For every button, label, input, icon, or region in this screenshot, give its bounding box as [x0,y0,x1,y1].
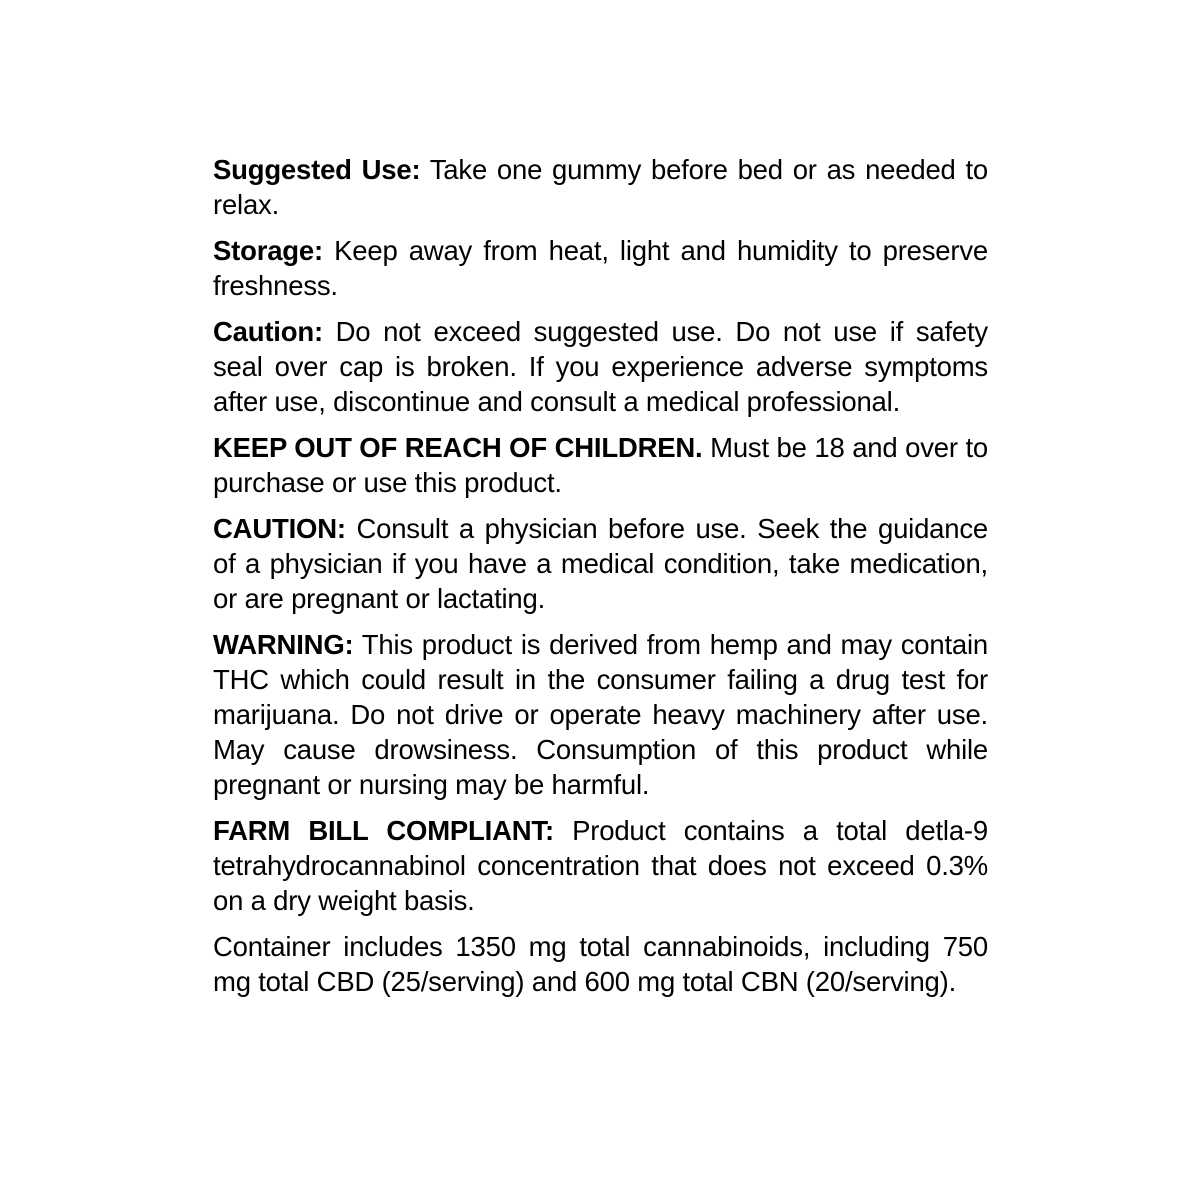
paragraph-caution-body: Do not exceed suggested use. Do not use if safety seal over cap is broken. If you experience adverse symptoms after use, discontinue and consult a medical professional. [213,316,988,417]
paragraph-suggested-use [213,152,988,222]
paragraph-farm-bill-compliant [213,813,988,918]
paragraph-caution-physician-lead: CAUTION: [213,513,346,544]
paragraph-container-contents [213,929,988,999]
paragraph-farm-bill-compliant-lead: FARM BILL COMPLIANT: [213,815,554,846]
paragraph-caution-physician-body: Consult a physician before use. Seek the guidance of a physician if you have a medical condition, take medication, or are pregnant or lactating. [213,513,988,614]
paragraph-warning [213,627,988,802]
paragraph-storage-lead: Storage: [213,235,323,266]
paragraph-caution-physician [213,511,988,616]
paragraph-keep-out-of-reach [213,430,988,500]
paragraph-suggested-use-lead: Suggested Use: [213,154,421,185]
paragraph-farm-bill-compliant-body: Product contains a total detla-9 tetrahydrocannabinol concentration that does not exceed 0.3% on a dry weight basis. [213,815,988,916]
paragraph-container-contents-body: Container includes 1350 mg total cannabinoids, including 750 mg total CBD (25/serving) and 600 mg total CBN (20/serving). [213,931,988,997]
paragraph-keep-out-of-reach-lead: KEEP OUT OF REACH OF CHILDREN. [213,432,703,463]
paragraph-storage [213,233,988,303]
paragraph-warning-lead: WARNING: [213,629,354,660]
paragraph-warning-body: This product is derived from hemp and may contain THC which could result in the consumer failing a drug test for marijuana. Do not drive or operate heavy machinery after use. May cause drowsiness. Consumption of this product while pregnant or nursing may be harmful. [213,629,988,800]
paragraph-caution [213,314,988,419]
paragraph-storage-body: Keep away from heat, light and humidity to preserve freshness. [213,235,988,301]
paragraph-caution-lead: Caution: [213,316,323,347]
product-label-text-block [213,152,988,1010]
paragraph-keep-out-of-reach-body: Must be 18 and over to purchase or use this product. [213,432,988,498]
paragraph-suggested-use-body: Take one gummy before bed or as needed to relax. [213,154,988,220]
